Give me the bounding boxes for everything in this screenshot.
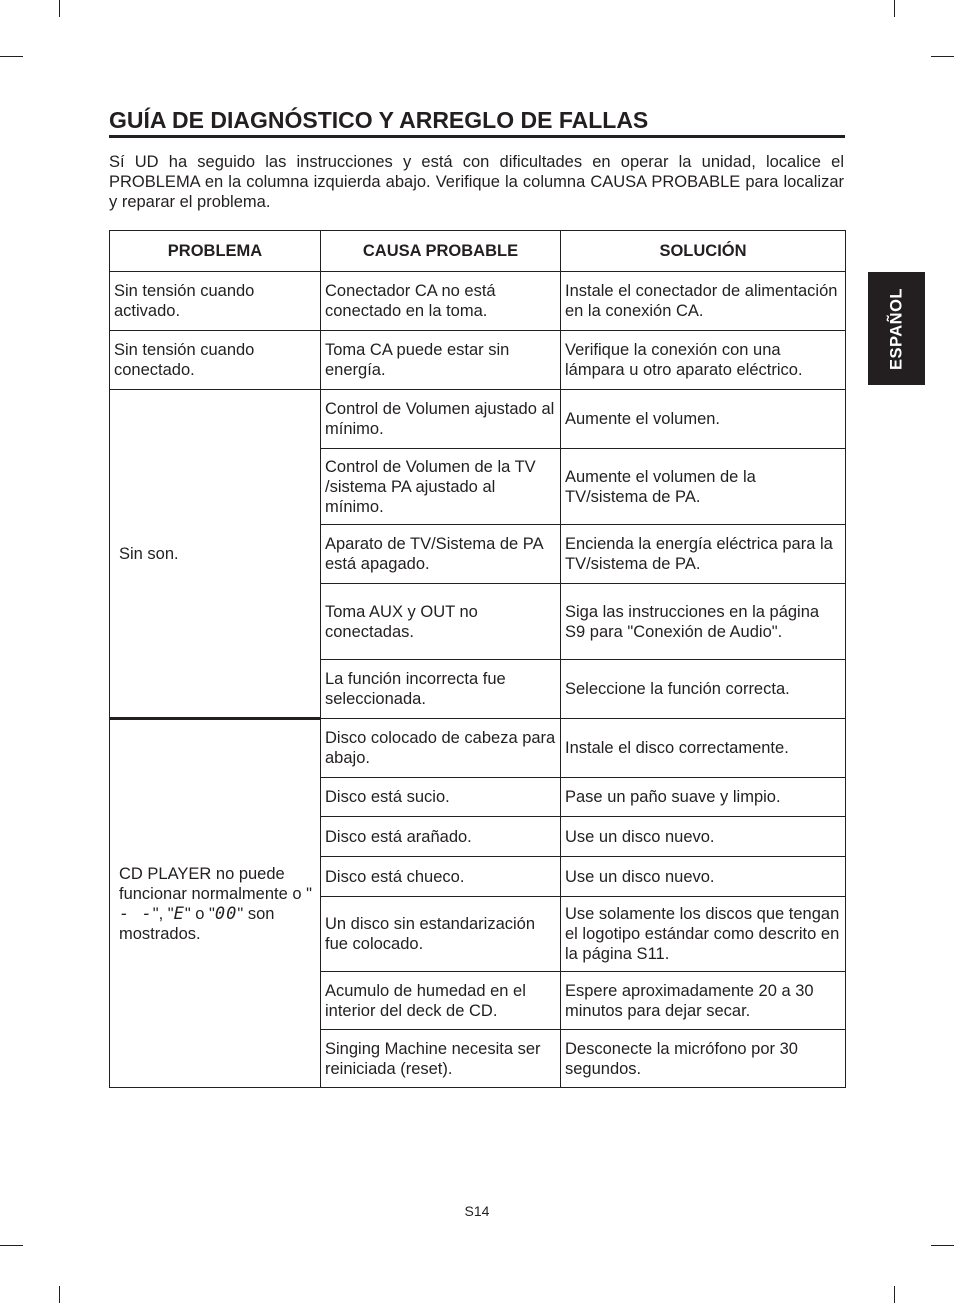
solution-cell: Aumente el volumen.: [561, 390, 846, 449]
problem-cell-no-sound: Sin son.: [110, 390, 321, 719]
crop-mark: [59, 0, 60, 17]
cause-cell: Disco está arañado.: [321, 817, 561, 857]
solution-cell: Espere aproximadamente 20 a 30 minutos para dejar secar.: [561, 972, 846, 1030]
solution-cell: Use un disco nuevo.: [561, 817, 846, 857]
crop-mark: [0, 1245, 23, 1246]
cause-cell: Conectador CA no está conectado en la toma.: [321, 272, 561, 331]
title-underline: [109, 135, 845, 138]
problem-text: " o ": [184, 904, 215, 923]
table-header-row: [110, 231, 846, 272]
troubleshooting-table: [109, 230, 846, 1088]
cause-cell: Control de Volumen de la TV /sistema PA ajustado al mínimo.: [321, 449, 561, 525]
crop-mark: [894, 0, 895, 17]
header-problem: PROBLEMA: [110, 231, 321, 272]
cause-cell: Disco está chueco.: [321, 857, 561, 897]
solution-cell: Desconecte la micrófono por 30 segundos.: [561, 1030, 846, 1088]
display-e-symbol: E: [173, 903, 185, 924]
table-row: [110, 719, 846, 778]
crop-mark: [0, 56, 23, 57]
problem-text: ", ": [152, 904, 174, 923]
solution-cell: Aumente el volumen de la TV/sistema de PA.: [561, 449, 846, 525]
display-00-symbol: 00: [214, 903, 238, 924]
language-tab-label: ESPAÑOL: [887, 287, 905, 370]
cause-cell: Disco colocado de cabeza para abajo.: [321, 719, 561, 778]
page-number: S14: [464, 1203, 490, 1219]
solution-cell: Seleccione la función correcta.: [561, 660, 846, 719]
table-row: [110, 272, 846, 331]
solution-cell: Use un disco nuevo.: [561, 857, 846, 897]
solution-cell: Pase un paño suave y limpio.: [561, 778, 846, 817]
crop-mark: [59, 1286, 60, 1303]
solution-cell: Siga las instrucciones en la página S9 para "Conexión de Audio".: [561, 584, 846, 660]
solution-cell: Encienda la energía eléctrica para la TV/sistema de PA.: [561, 525, 846, 584]
language-tab: [868, 272, 925, 385]
problem-text: CD PLAYER no puede funcionar normalmente o ": [119, 864, 312, 903]
cause-cell: Disco está sucio.: [321, 778, 561, 817]
solution-cell: Verifique la conexión con una lámpara u otro aparato eléctrico.: [561, 331, 846, 390]
solution-cell: Instale el conectador de alimentación en la conexión CA.: [561, 272, 846, 331]
problem-cell: Sin tensión cuando conectado.: [110, 331, 321, 390]
table-row: [110, 331, 846, 390]
problem-text: " son mostrados.: [119, 904, 275, 943]
cause-cell: Control de Volumen ajustado al mínimo.: [321, 390, 561, 449]
display-dash-symbol: - -: [119, 903, 153, 924]
cause-cell: Toma AUX y OUT no conectadas.: [321, 584, 561, 660]
header-solution: SOLUCIÓN: [561, 231, 846, 272]
page-title: GUÍA DE DIAGNÓSTICO Y ARREGLO DE FALLAS: [109, 107, 649, 133]
solution-cell: Instale el disco correctamente.: [561, 719, 846, 778]
crop-mark: [931, 56, 954, 57]
crop-mark: [894, 1286, 895, 1303]
cause-cell: Aparato de TV/Sistema de PA está apagado.: [321, 525, 561, 584]
solution-cell: Use solamente los discos que tengan el logotipo estándar como descrito en la página S11.: [561, 897, 846, 972]
crop-mark: [931, 1245, 954, 1246]
cause-cell: Acumulo de humedad en el interior del deck de CD.: [321, 972, 561, 1030]
cause-cell: La función incorrecta fue seleccionada.: [321, 660, 561, 719]
table-row: [110, 390, 846, 449]
problem-cell-cd-player: [110, 719, 321, 1088]
problem-cell: Sin tensión cuando activado.: [110, 272, 321, 331]
cause-cell: Singing Machine necesita ser reiniciada (reset).: [321, 1030, 561, 1088]
intro-paragraph: Sí UD ha seguido las instrucciones y está con dificultades en operar la unidad, localice el PROBLEMA en la columna izquierda abajo. Verifique la columna CAUSA PROBABLE para localizar y reparar el problema.: [109, 153, 844, 211]
header-cause: CAUSA PROBABLE: [321, 231, 561, 272]
cause-cell: Toma CA puede estar sin energía.: [321, 331, 561, 390]
cause-cell: Un disco sin estandarización fue colocado.: [321, 897, 561, 972]
